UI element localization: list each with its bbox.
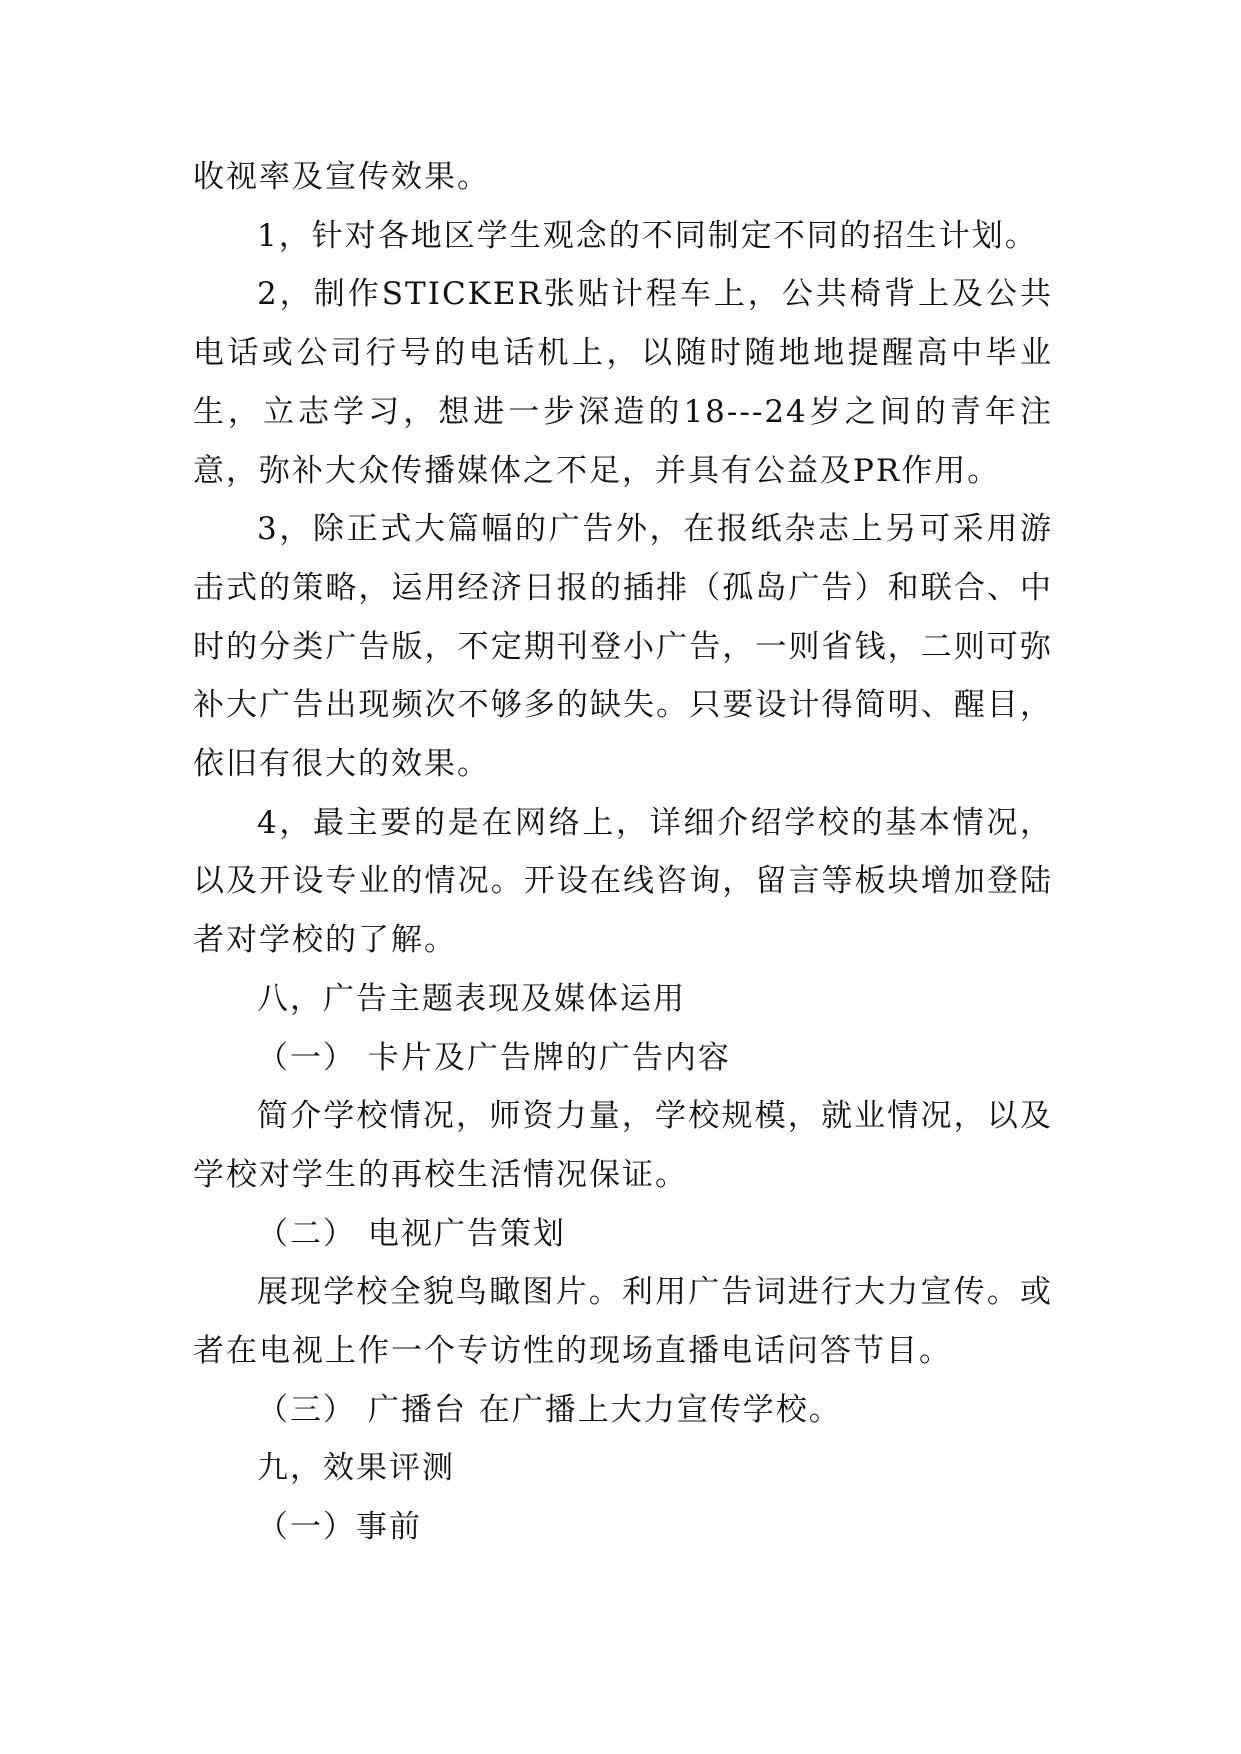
document-body [193,148,1053,1557]
paragraph-item-4: 4，最主要的是在网络上，详细介绍学校的基本情况，以及开设专业的情况。开设在线咨询，留言等板块增加登陆者对学校的了解。 [193,804,1053,959]
paragraph-tv: 展现学校全貌鸟瞰图片。利用广告词进行大力宣传。或者在电视上作一个专访性的现场直播电话问答节目。 [193,1274,1053,1370]
section-heading-9: 九，效果评测 [257,1450,455,1487]
subheading-2: （二） 电视广告策划 [257,1215,566,1252]
paragraph-item-2: 2，制作STICKER张贴计程车上，公共椅背上及公共电话或公司行号的电话机上，以随时随地地提醒高中毕业生，立志学习，想进一步深造的18---24岁之间的青年注意，弥补大众传播媒体之不足，并具有公益及PR作用。 [193,276,1053,489]
paragraph-continuation: 收视率及宣传效果。 [193,159,490,195]
paragraph-item-3: 3，除正式大篇幅的广告外，在报纸杂志上另可采用游击式的策略，运用经济日报的插排（孤岛广告）和联合、中时的分类广告版，不定期刊登小广告，一则省钱，二则可弥补大广告出现频次不够多的缺失。只要设计得简明、醒目，依旧有很大的效果。 [193,511,1053,783]
paragraph-cards: 简介学校情况，师资力量，学校规模，就业情况，以及学校对学生的再校生活情况保证。 [193,1098,1053,1193]
subheading-1: （一） 卡片及广告牌的广告内容 [257,1039,731,1076]
subheading-pre: （一）事前 [257,1509,422,1546]
subheading-3: （三） 广播台 在广播上大力宣传学校。 [257,1391,842,1428]
paragraph-item-1: 1，针对各地区学生观念的不同制定不同的招生计划。 [257,217,1038,254]
section-heading-8: 八，广告主题表现及媒体运用 [257,980,686,1017]
